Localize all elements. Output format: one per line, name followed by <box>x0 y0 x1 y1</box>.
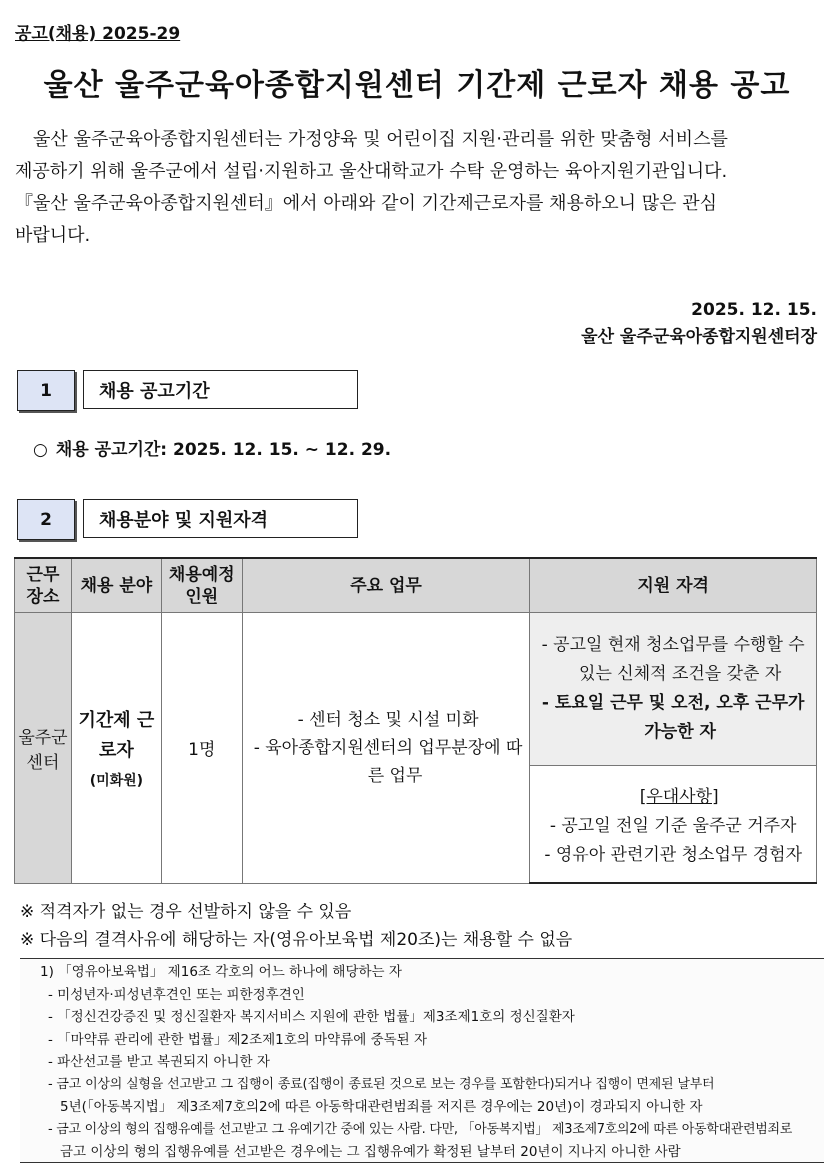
page-title: 울산 울주군육아종합지원센터 기간제 근로자 채용 공고 <box>43 68 791 103</box>
duty-item: - 센터 청소 및 시설 미화 <box>297 709 479 730</box>
cell-duties <box>242 613 530 884</box>
disqualification-item-continued: 금고 이상의 형의 집행유예를 선고받은 경우에는 그 집행유예가 확정된 날부터 20년이 지나지 아니한 사람 <box>60 1144 681 1160</box>
intro-line: 울산 울주군육아종합지원센터는 가정양육 및 어린이집 지원‧관리를 위한 맞춤형 서비스를 <box>33 129 728 150</box>
disqualification-item-continued: 5년(「아동복지법」 제3조제7호의2에 따른 아동학대관련범죄를 저지른 경우에는 20년)이 경과되지 아니한 자 <box>60 1099 703 1115</box>
field-sub: (미화원) <box>89 772 144 789</box>
intro-line: 『울산 울주군육아종합지원센터』에서 아래와 같이 기간제근로자를 채용하오니 많은 관심 <box>15 193 718 214</box>
section-2-number: 2 <box>17 499 75 540</box>
intro-line: 바랍니다. <box>15 225 91 246</box>
disqualification-box <box>20 958 824 1163</box>
section-2-title: 채용분야 및 지원자격 <box>83 499 358 538</box>
announcement-date: 2025. 12. 15. <box>691 300 817 320</box>
cell-location: 울주군 센터 <box>15 613 72 884</box>
disqualification-item: - 「정신건강증진 및 정신질환자 복지서비스 지원에 관한 법률」제3조제1호의 정신질환자 <box>48 1009 575 1025</box>
disqualification-item: - 「마약류 관리에 관한 법률」제2조제1호의 마약류에 중독된 자 <box>48 1031 428 1048</box>
preference-item: - 공고일 전일 기준 울주군 거주자 <box>549 815 797 836</box>
header-qualification: 지원 자격 <box>530 558 817 613</box>
table-row <box>15 613 817 766</box>
note-no-candidate: ※ 적격자가 없는 경우 선발하지 않을 수 있음 <box>20 902 352 922</box>
disqualification-heading: 1) 「영유아보육법」 제16조 각호의 어느 하나에 해당하는 자 <box>40 964 402 980</box>
header-location: 근무 장소 <box>15 558 72 613</box>
circle-bullet-icon: ○ <box>33 440 48 460</box>
cell-count: 1명 <box>161 613 242 884</box>
qualification-item-bold: - 토요일 근무 및 오전, 오후 근무가 가능한 자 <box>541 693 805 742</box>
disqualification-item: - 파산선고를 받고 복권되지 아니한 자 <box>48 1054 270 1070</box>
disqualification-item: - 미성년자‧피성년후견인 또는 피한정후견인 <box>48 986 305 1003</box>
header-count: 채용예정 인원 <box>161 558 242 613</box>
date-block <box>581 297 817 351</box>
cell-field <box>71 613 161 884</box>
section-1-title: 채용 공고기간 <box>83 370 358 409</box>
header-duties: 주요 업무 <box>242 558 530 613</box>
disqualification-item: - 금고 이상의 형의 집행유예를 선고받고 그 유예기간 중에 있는 사람. 다만, 「아동복지법」 제3조제7호의2에 따른 아동학대관련범죄로 <box>48 1121 793 1137</box>
intro-line: 제공하기 위해 울주군에서 설립‧지원하고 울산대학교가 수탁 운영하는 육아지원기관입니다. <box>15 161 728 182</box>
table-header-row <box>15 558 817 613</box>
cell-preferences <box>530 766 817 884</box>
recruit-period <box>33 435 391 460</box>
issuer: 울산 울주군육아종합지원센터장 <box>581 327 817 347</box>
field-main: 기간제 근로자 <box>78 709 155 761</box>
cell-qualification <box>530 613 817 766</box>
period-text: 채용 공고기간: 2025. 12. 15. ~ 12. 29. <box>55 440 392 460</box>
notice-number: 공고(채용) 2025-29 <box>15 24 181 44</box>
header-field: 채용 분야 <box>71 558 161 613</box>
section-1-number: 1 <box>17 370 75 411</box>
qualification-item: - 공고일 현재 청소업무를 수행할 수 있는 신체적 조건을 갖춘 자 <box>541 635 805 684</box>
recruit-table <box>14 557 817 884</box>
preference-label: [우대사항] <box>639 786 719 807</box>
disqualification-item: - 금고 이상의 실형을 선고받고 그 집행이 종료(집행이 종료된 것으로 보는 경우를 포함한다)되거나 집행이 면제된 날부터 <box>48 1076 715 1092</box>
note-disqualification: ※ 다음의 결격사유에 해당하는 자(영유아보육법 제20조)는 채용할 수 없음 <box>20 930 573 950</box>
duty-item: - 육아종합지원센터의 업무분장에 따른 업무 <box>253 737 523 786</box>
preference-item: - 영유아 관련기관 청소업무 경험자 <box>544 844 802 865</box>
intro-paragraph <box>15 124 817 252</box>
